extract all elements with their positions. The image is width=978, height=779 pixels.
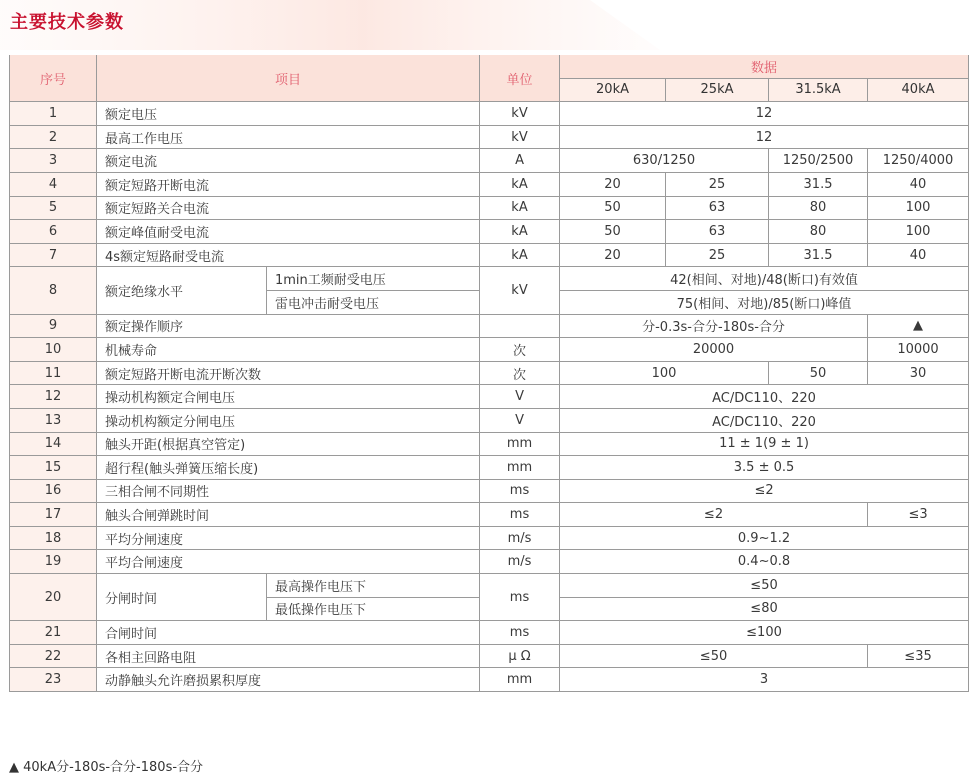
row-item: 各相主回路电阻 — [97, 644, 480, 668]
row-value: 630/1250 — [560, 149, 769, 173]
table-row — [10, 385, 969, 409]
header-unit: 单位 — [480, 55, 560, 102]
row-value: ≤50 — [560, 574, 969, 598]
row-unit: 次 — [480, 361, 560, 385]
row-no: 11 — [10, 361, 97, 385]
table-row — [10, 432, 969, 456]
row-value: AC/DC110、220 — [560, 408, 969, 432]
row-no: 21 — [10, 621, 97, 645]
row-value: 1250/4000 — [868, 149, 969, 173]
row-value: ≤3 — [868, 503, 969, 527]
row-item: 额定绝缘水平 — [97, 267, 267, 314]
row-item: 动静触头允许磨损累积厚度 — [97, 668, 480, 692]
row-no: 23 — [10, 668, 97, 692]
row-value: 1250/2500 — [769, 149, 868, 173]
row-value: 20000 — [560, 338, 868, 362]
row-value: 0.9~1.2 — [560, 526, 969, 550]
row-unit: m/s — [480, 550, 560, 574]
row-no: 5 — [10, 196, 97, 220]
row-item: 操动机构额定合闸电压 — [97, 385, 480, 409]
row-unit: V — [480, 385, 560, 409]
row-unit: 次 — [480, 338, 560, 362]
row-value: 100 — [560, 361, 769, 385]
row-value: ≤80 — [560, 597, 969, 621]
table-row — [10, 220, 969, 244]
row-no: 2 — [10, 125, 97, 149]
row-value: 3.5 ± 0.5 — [560, 456, 969, 480]
row-no: 17 — [10, 503, 97, 527]
header-data: 数据 — [560, 55, 969, 78]
table-row — [10, 456, 969, 480]
row-value: 20 — [560, 243, 666, 267]
row-value: ≤35 — [868, 644, 969, 668]
table-row — [10, 644, 969, 668]
table-row — [10, 149, 969, 173]
row-no: 7 — [10, 243, 97, 267]
row-value: 100 — [868, 196, 969, 220]
row-value: 11 ± 1(9 ± 1) — [560, 432, 969, 456]
row-value: 80 — [769, 196, 868, 220]
row-no: 1 — [10, 102, 97, 126]
row-item: 额定操作顺序 — [97, 314, 480, 338]
table-row — [10, 125, 969, 149]
row-value: ≤2 — [560, 503, 868, 527]
table-row — [10, 243, 969, 267]
row-value: 25 — [666, 243, 769, 267]
table-row — [10, 503, 969, 527]
row-unit: mm — [480, 668, 560, 692]
row-item: 触头合闸弹跳时间 — [97, 503, 480, 527]
row-item: 触头开距(根据真空管定) — [97, 432, 480, 456]
row-item: 三相合闸不同期性 — [97, 479, 480, 503]
row-unit — [480, 314, 560, 338]
table-row — [10, 338, 969, 362]
row-item: 额定短路关合电流 — [97, 196, 480, 220]
footnote: ▲ 40kA分-180s-合分-180s-合分 — [9, 760, 204, 775]
header-row — [10, 55, 969, 78]
row-value: 分-0.3s-合分-180s-合分 — [560, 314, 868, 338]
header-col-31-5ka: 31.5kA — [769, 78, 868, 102]
row-value: 63 — [666, 220, 769, 244]
row-no: 15 — [10, 456, 97, 480]
row-item: 合闸时间 — [97, 621, 480, 645]
row-no: 12 — [10, 385, 97, 409]
row-item: 额定峰值耐受电流 — [97, 220, 480, 244]
row-unit: ms — [480, 574, 560, 621]
row-value: 25 — [666, 172, 769, 196]
row-value: 50 — [769, 361, 868, 385]
row-unit: μ Ω — [480, 644, 560, 668]
row-unit: mm — [480, 432, 560, 456]
table-row — [10, 361, 969, 385]
row-value: 31.5 — [769, 243, 868, 267]
row-no: 9 — [10, 314, 97, 338]
row-subitem: 1min工频耐受电压 — [267, 267, 480, 291]
row-value: AC/DC110、220 — [560, 385, 969, 409]
table-row — [10, 408, 969, 432]
triangle-marker-icon: ▲ — [868, 314, 969, 338]
row-value: 40 — [868, 172, 969, 196]
row-unit: kV — [480, 267, 560, 314]
row-item: 超行程(触头弹簧压缩长度) — [97, 456, 480, 480]
row-value: 50 — [560, 196, 666, 220]
row-no: 4 — [10, 172, 97, 196]
table-row — [10, 550, 969, 574]
table-row — [10, 196, 969, 220]
table-row — [10, 267, 969, 291]
row-unit: kV — [480, 125, 560, 149]
row-item: 额定短路开断电流开断次数 — [97, 361, 480, 385]
row-no: 20 — [10, 574, 97, 621]
row-unit: A — [480, 149, 560, 173]
row-item: 平均合闸速度 — [97, 550, 480, 574]
row-value: 20 — [560, 172, 666, 196]
row-subitem: 最高操作电压下 — [267, 574, 480, 598]
row-item: 额定短路开断电流 — [97, 172, 480, 196]
row-value: 80 — [769, 220, 868, 244]
table-row — [10, 668, 969, 692]
row-unit: ms — [480, 621, 560, 645]
row-value: 31.5 — [769, 172, 868, 196]
row-value: ≤50 — [560, 644, 868, 668]
row-item: 操动机构额定分闸电压 — [97, 408, 480, 432]
row-value: 63 — [666, 196, 769, 220]
row-value: 12 — [560, 125, 969, 149]
row-value: 12 — [560, 102, 969, 126]
table-row — [10, 172, 969, 196]
row-unit: m/s — [480, 526, 560, 550]
row-unit: ms — [480, 503, 560, 527]
row-no: 13 — [10, 408, 97, 432]
row-value: 40 — [868, 243, 969, 267]
title-banner-decoration — [0, 0, 978, 56]
header-col-20ka: 20kA — [560, 78, 666, 102]
header-col-40ka: 40kA — [868, 78, 969, 102]
row-value: ≤2 — [560, 479, 969, 503]
row-unit: kA — [480, 220, 560, 244]
row-value: 75(相间、对地)/85(断口)峰值 — [560, 290, 969, 314]
row-no: 6 — [10, 220, 97, 244]
page-title: 主要技术参数 — [10, 12, 124, 33]
table-row — [10, 102, 969, 126]
row-value: 50 — [560, 220, 666, 244]
row-item: 额定电流 — [97, 149, 480, 173]
row-item: 额定电压 — [97, 102, 480, 126]
table-row — [10, 526, 969, 550]
row-item: 最高工作电压 — [97, 125, 480, 149]
header-col-25ka: 25kA — [666, 78, 769, 102]
row-item: 平均分闸速度 — [97, 526, 480, 550]
spec-table — [9, 55, 969, 692]
row-value: ≤100 — [560, 621, 969, 645]
row-value: 42(相间、对地)/48(断口)有效值 — [560, 267, 969, 291]
table-row — [10, 314, 969, 338]
row-item: 机械寿命 — [97, 338, 480, 362]
row-no: 10 — [10, 338, 97, 362]
row-item: 分闸时间 — [97, 574, 267, 621]
table-row — [10, 621, 969, 645]
row-value: 0.4~0.8 — [560, 550, 969, 574]
row-no: 16 — [10, 479, 97, 503]
title-banner — [0, 0, 978, 56]
row-no: 8 — [10, 267, 97, 314]
row-no: 14 — [10, 432, 97, 456]
header-no: 序号 — [10, 55, 97, 102]
row-subitem: 雷电冲击耐受电压 — [267, 290, 480, 314]
table-row — [10, 574, 969, 598]
row-unit: kA — [480, 243, 560, 267]
row-subitem: 最低操作电压下 — [267, 597, 480, 621]
row-value: 10000 — [868, 338, 969, 362]
row-unit: kV — [480, 102, 560, 126]
table-row — [10, 479, 969, 503]
row-no: 22 — [10, 644, 97, 668]
row-no: 3 — [10, 149, 97, 173]
header-item: 项目 — [97, 55, 480, 102]
row-value: 3 — [560, 668, 969, 692]
row-no: 19 — [10, 550, 97, 574]
row-unit: ms — [480, 479, 560, 503]
row-unit: mm — [480, 456, 560, 480]
row-unit: kA — [480, 196, 560, 220]
row-value: 100 — [868, 220, 969, 244]
row-value: 30 — [868, 361, 969, 385]
row-unit: kA — [480, 172, 560, 196]
row-no: 18 — [10, 526, 97, 550]
row-unit: V — [480, 408, 560, 432]
row-item: 4s额定短路耐受电流 — [97, 243, 480, 267]
